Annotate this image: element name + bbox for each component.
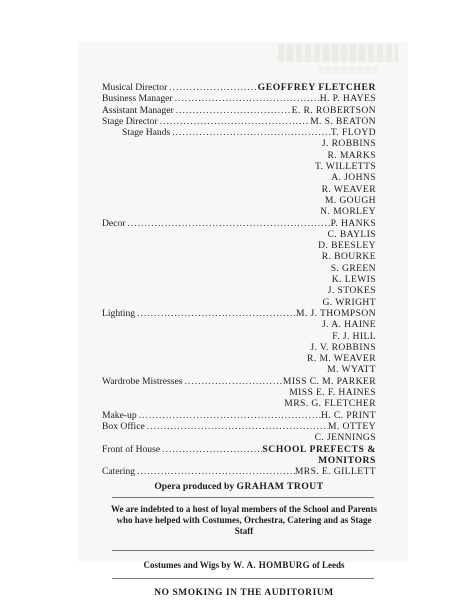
credit-name: R. WEAVER xyxy=(321,183,376,195)
credit-role: Box Office xyxy=(102,420,145,432)
dot-leader xyxy=(170,127,331,138)
credit-name: D. BEESLEY xyxy=(318,240,376,252)
dot-leader xyxy=(135,308,296,319)
costumes-credit xyxy=(102,560,386,570)
dot-leader xyxy=(160,444,262,455)
credit-name: J. V. ROBBINS xyxy=(310,341,376,353)
credit-name: C. JENNINGS xyxy=(314,432,376,444)
credit-name: F. J. HILL xyxy=(332,330,376,342)
credit-name: M. OTTEY xyxy=(328,420,376,432)
credit-name: SCHOOL PREFECTS & xyxy=(262,443,376,455)
credit-role: Catering xyxy=(102,466,136,478)
credit-name: MISS C. M. PARKER xyxy=(282,375,376,387)
credit-name: J. A. HAINE xyxy=(322,319,376,331)
credit-name: T. WILLETTS xyxy=(314,161,376,173)
costumes-suffix: of Leeds xyxy=(312,560,345,570)
credit-role: Wardrobe Mistresses xyxy=(102,375,183,387)
credit-name: MONITORS xyxy=(318,454,376,466)
acknowledgement-text: We are indebted to a host of loyal members of the School and Parents who have helped with Costumes, Orchestra, Catering and as Stage Staff xyxy=(111,504,377,537)
dot-leader xyxy=(125,218,330,229)
credit-name: T. FLOYD xyxy=(330,127,376,139)
dot-leader xyxy=(174,105,292,116)
credit-row xyxy=(102,127,376,138)
dot-leader xyxy=(145,421,328,432)
producer-prefix: Opera produced by xyxy=(154,481,235,492)
credit-name: K. LEWIS xyxy=(331,274,376,286)
dot-leader xyxy=(137,410,321,421)
credit-row xyxy=(102,105,376,116)
credit-name: M. S. BEATON xyxy=(310,115,376,127)
credit-name: R. MARKS xyxy=(327,149,376,161)
credit-role: Stage Hands xyxy=(122,127,171,139)
credit-role: Stage Director xyxy=(102,115,158,127)
credit-role: Make-up xyxy=(102,409,137,421)
producer-name: GRAHAM TROUT xyxy=(236,481,324,492)
costumes-supplier: W. A. HOMBURG xyxy=(233,560,311,570)
credit-name: H. C. PRINT xyxy=(320,409,376,421)
credit-name: R. M. WEAVER xyxy=(307,353,376,365)
credit-role: Lighting xyxy=(102,307,136,319)
credit-name: G. WRIGHT xyxy=(322,296,376,308)
credit-role: Front of House xyxy=(102,443,161,455)
divider xyxy=(112,497,374,498)
credit-row xyxy=(102,410,376,421)
dot-leader xyxy=(158,116,310,127)
credit-role: Musical Director xyxy=(102,82,168,93)
credit-row xyxy=(102,218,376,229)
credit-name: S. GREEN xyxy=(330,262,376,274)
dot-leader xyxy=(167,82,257,93)
credit-name: A. JOHNS xyxy=(331,172,376,184)
credit-row xyxy=(102,376,376,387)
dot-leader xyxy=(173,93,320,104)
divider xyxy=(112,578,374,579)
credit-name: J. ROBBINS xyxy=(321,138,376,150)
credit-name: M. GOUGH xyxy=(324,194,376,206)
credits-list xyxy=(102,82,376,477)
credit-row xyxy=(102,93,376,104)
credit-name: E. R. ROBERTSON xyxy=(291,104,376,116)
credit-role: Decor xyxy=(102,217,126,229)
credit-name: J. STOKES xyxy=(327,285,376,297)
credit-row xyxy=(102,116,376,127)
bleed-through-text xyxy=(318,66,378,74)
divider xyxy=(112,550,374,551)
credit-row xyxy=(102,444,376,455)
credit-name: MRS. E. GILLETT xyxy=(294,466,376,478)
credit-name: M. J. THOMPSON xyxy=(295,307,376,319)
dot-leader xyxy=(183,376,283,387)
programme-page xyxy=(78,42,408,598)
credit-row xyxy=(102,308,376,319)
credit-name: M. WYATT xyxy=(327,364,376,376)
credit-name: P. HANKS xyxy=(330,217,376,229)
credit-name: MRS. G. FLETCHER xyxy=(284,398,376,410)
bleed-through-text xyxy=(278,44,398,62)
credit-name: N. MORLEY xyxy=(320,206,376,218)
credit-name: MISS E. F. HAINES xyxy=(289,387,376,399)
no-smoking-notice: NO SMOKING IN THE AUDITORIUM xyxy=(154,588,334,598)
credit-row xyxy=(102,82,376,93)
credit-role: Assistant Manager xyxy=(102,104,174,116)
credit-role: Business Manager xyxy=(102,93,173,105)
credit-name: H. P. HAYES xyxy=(319,93,376,105)
credit-name: GEOFFREY FLETCHER xyxy=(257,82,376,93)
credit-name: R. BOURKE xyxy=(321,251,376,263)
costumes-prefix: Costumes and Wigs by xyxy=(143,560,231,570)
dot-leader xyxy=(135,466,295,477)
credit-name: C. BAYLIS xyxy=(327,228,376,240)
producer-line xyxy=(102,481,376,492)
credit-row xyxy=(102,421,376,432)
credit-row xyxy=(102,466,376,477)
